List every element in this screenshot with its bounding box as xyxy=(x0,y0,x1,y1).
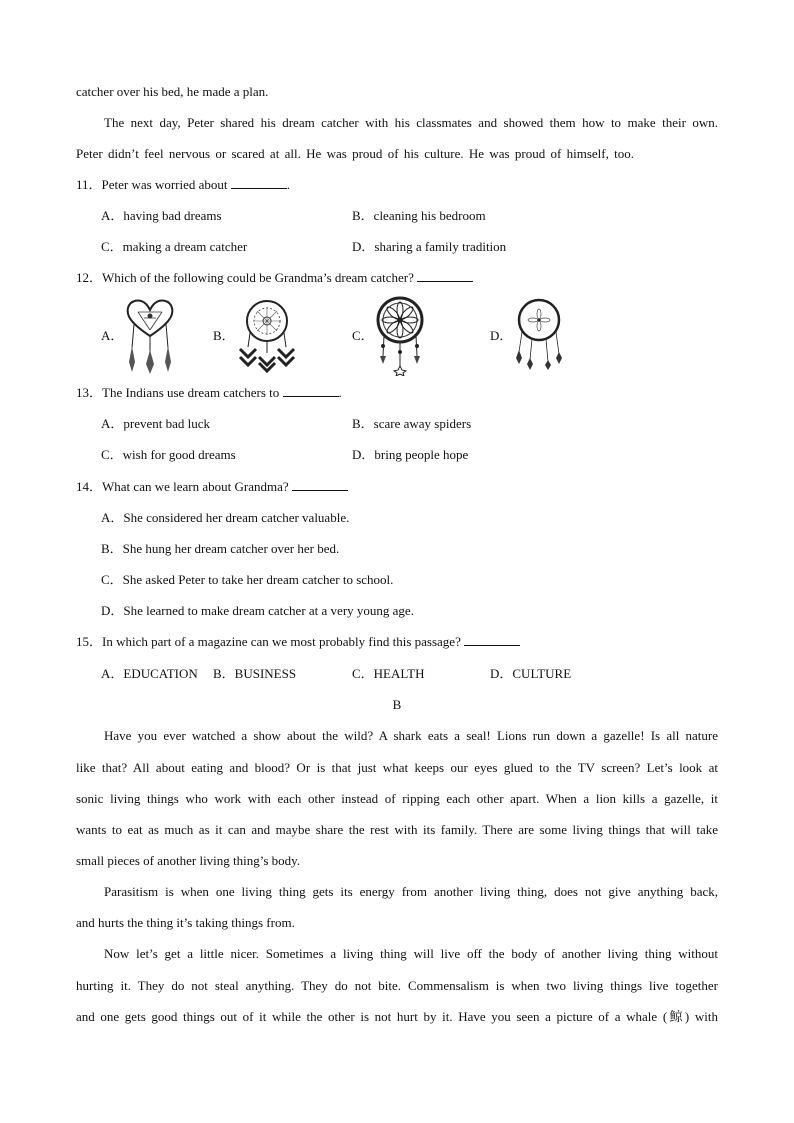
option-text: scare away spiders xyxy=(373,416,472,431)
feather-dream-catcher-icon[interactable] xyxy=(512,296,566,370)
option-d[interactable] xyxy=(101,603,414,619)
option-b[interactable] xyxy=(213,666,296,682)
paragraph-line: Now let’s get a little nicer. Sometimes a living thing will live off the body of another living thing without xyxy=(104,946,718,961)
question-number: 11． xyxy=(76,177,102,192)
answer-blank[interactable] xyxy=(464,634,520,646)
option-text: BUSINESS xyxy=(234,666,297,681)
answer-blank[interactable] xyxy=(417,270,473,282)
question-number: 13． xyxy=(76,385,103,400)
round-dream-catcher-icon[interactable] xyxy=(236,297,298,373)
flower-dream-catcher-icon[interactable] xyxy=(374,296,426,376)
option-text: bring people hope xyxy=(374,447,469,462)
option-text: She hung her dream catcher over her bed. xyxy=(122,541,340,556)
option-text: prevent bad luck xyxy=(123,416,211,431)
question-stem: Which of the following could be Grandma’s dream catcher? xyxy=(102,270,414,285)
option-b[interactable] xyxy=(352,208,486,224)
option-c[interactable]: C． xyxy=(352,328,374,343)
option-text: making a dream catcher xyxy=(122,239,248,254)
question-end: . xyxy=(286,177,291,192)
option-d[interactable] xyxy=(490,666,571,682)
option-letter: D． xyxy=(490,666,513,681)
option-d[interactable]: D． xyxy=(490,328,513,343)
question-number: 14． xyxy=(76,479,103,494)
option-a[interactable] xyxy=(101,416,210,432)
section-heading: B xyxy=(392,697,402,712)
question-13 xyxy=(76,385,342,401)
question-stem: Peter was worried about xyxy=(101,177,228,192)
option-text: CULTURE xyxy=(512,666,572,681)
option-letter: D． xyxy=(352,239,375,254)
passage-line: The next day, Peter shared his dream catcher with his classmates and showed them how to make their own. xyxy=(104,115,718,130)
paragraph-line: small pieces of another living thing’s body. xyxy=(76,853,301,868)
option-d[interactable] xyxy=(352,239,506,255)
passage-line: catcher over his bed, he made a plan. xyxy=(76,84,269,99)
option-a[interactable] xyxy=(101,208,222,224)
question-14 xyxy=(76,479,348,495)
question-number: 15． xyxy=(76,634,103,649)
paragraph-line: Parasitism is when one living thing gets its energy from another living thing, does not give anything back, xyxy=(104,884,718,899)
option-letter: A． xyxy=(101,208,124,223)
paragraph-line: wants to eat as much as it can and maybe share the rest with its family. There are some living things that will take xyxy=(76,822,718,837)
answer-blank[interactable] xyxy=(283,385,339,397)
option-letter: B． xyxy=(213,666,235,681)
question-number: 12． xyxy=(76,270,103,285)
option-letter: A． xyxy=(101,666,124,681)
answer-blank[interactable] xyxy=(292,479,348,491)
question-11 xyxy=(76,177,290,193)
option-letter: D． xyxy=(101,603,124,618)
option-b[interactable] xyxy=(352,416,471,432)
option-letter: B． xyxy=(352,416,374,431)
option-a[interactable] xyxy=(101,510,349,526)
option-letter: C． xyxy=(101,572,123,587)
option-letter: C． xyxy=(352,666,374,681)
option-letter: B． xyxy=(101,541,123,556)
option-text: cleaning his bedroom xyxy=(373,208,486,223)
option-letter: D． xyxy=(352,447,375,462)
option-letter: C． xyxy=(101,447,123,462)
question-stem: The Indians use dream catchers to xyxy=(102,385,280,400)
option-text: sharing a family tradition xyxy=(374,239,507,254)
option-b[interactable] xyxy=(101,541,339,557)
paragraph-line: Have you ever watched a show about the wild? A shark eats a seal! Lions run down a gazelle! Is all nature xyxy=(104,728,718,743)
option-b[interactable]: B． xyxy=(213,328,235,343)
question-stem: In which part of a magazine can we most probably find this passage? xyxy=(102,634,461,649)
question-15 xyxy=(76,634,520,650)
option-c[interactable] xyxy=(101,239,247,255)
option-text: She asked Peter to take her dream catcher to school. xyxy=(122,572,394,587)
option-letter: C． xyxy=(101,239,123,254)
heart-dream-catcher-icon[interactable] xyxy=(124,296,176,374)
option-letter: B． xyxy=(352,208,374,223)
option-a[interactable] xyxy=(101,666,198,682)
option-a[interactable]: A． xyxy=(101,328,124,343)
answer-blank[interactable] xyxy=(231,177,287,189)
option-letter: A． xyxy=(101,416,124,431)
option-c[interactable] xyxy=(101,447,236,463)
option-c[interactable] xyxy=(352,666,424,682)
passage-line: Peter didn’t feel nervous or scared at all. He was proud of his culture. He was proud of himself, too. xyxy=(76,146,634,161)
option-letter: A． xyxy=(101,510,124,525)
paragraph-line: and hurts the thing it’s taking things from. xyxy=(76,915,295,930)
question-12 xyxy=(76,270,473,286)
paragraph-line: and one gets good things out of it while the other is not hurt by it. Have you seen a picture of a whale (鲸) with xyxy=(76,1009,718,1024)
option-d[interactable] xyxy=(352,447,468,463)
question-end: . xyxy=(338,385,342,400)
question-stem: What can we learn about Grandma? xyxy=(102,479,289,494)
option-text: having bad dreams xyxy=(123,208,222,223)
option-text: She considered her dream catcher valuable. xyxy=(123,510,350,525)
option-text: She learned to make dream catcher at a very young age. xyxy=(123,603,414,618)
paragraph-line: like that? All about eating and blood? Or is that just what keeps our eyes glued to the TV screen? Let’s look at xyxy=(76,760,718,775)
paragraph-line: hurting it. They do not steal anything. They do not bite. Commensalism is when two living things live together xyxy=(76,978,718,993)
option-text: EDUCATION xyxy=(123,666,198,681)
option-text: HEALTH xyxy=(373,666,425,681)
option-c[interactable] xyxy=(101,572,393,588)
option-text: wish for good dreams xyxy=(122,447,236,462)
paragraph-line: sonic living things who work with each other instead of ripping each other apart. When a lion kills a gazelle, it xyxy=(76,791,718,806)
